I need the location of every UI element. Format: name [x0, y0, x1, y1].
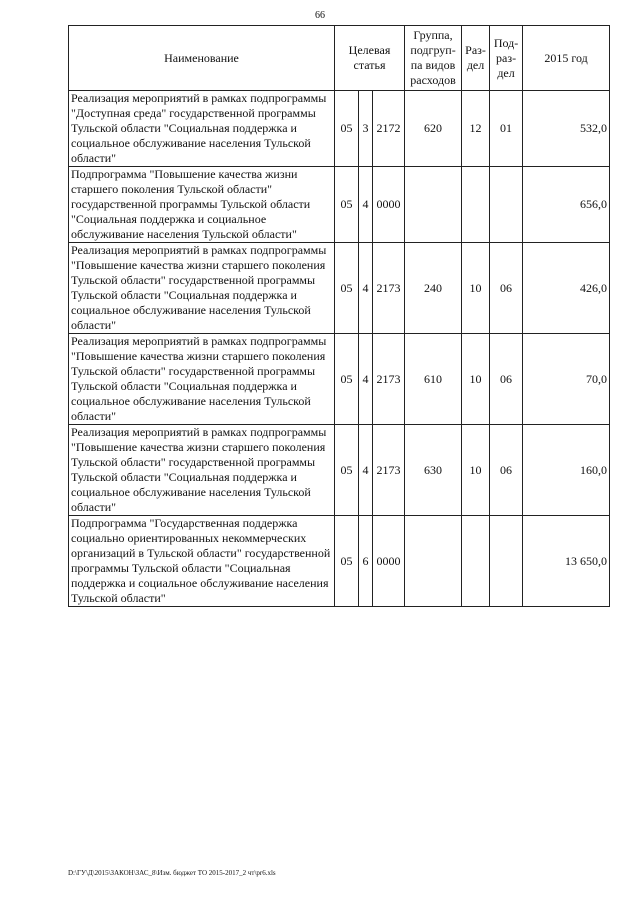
cell-target-article-subprogram: 4 — [359, 425, 373, 516]
header-expense-group: Группа, подгруп-па видов расходов — [405, 26, 462, 91]
cell-name: Реализация мероприятий в рамках подпрограммы "Повышение качества жизни старшего поколения Тульской области" государственной программы Тульской области "Социальная поддержка и социальное обслуживание населения Тульской области" — [69, 334, 335, 425]
cell-target-article-program: 05 — [335, 334, 359, 425]
cell-target-article-subprogram: 3 — [359, 91, 373, 167]
table-row — [69, 91, 610, 167]
cell-name: Реализация мероприятий в рамках подпрограммы "Повышение качества жизни старшего поколения Тульской области" государственной программы Тульской области "Социальная поддержка и социальное обслуживание населения Тульской области" — [69, 425, 335, 516]
header-name: Наименование — [69, 26, 335, 91]
cell-name: Подпрограмма "Государственная поддержка социально ориентированных некоммерческих организаций в Тульской области" государственной программы Тульской области "Социальная поддержка и социальное обслуживание населения Тульской области" — [69, 516, 335, 607]
cell-target-article-program: 05 — [335, 167, 359, 243]
cell-target-article-direction: 0000 — [373, 516, 405, 607]
header-target-article: Целевая статья — [335, 26, 405, 91]
table-row — [69, 243, 610, 334]
header-section: Раз-дел — [462, 26, 490, 91]
cell-expense-group: 620 — [405, 91, 462, 167]
cell-subsection — [490, 516, 523, 607]
cell-amount: 426,0 — [523, 243, 610, 334]
cell-target-article-program: 05 — [335, 91, 359, 167]
page-number: 66 — [315, 10, 325, 21]
cell-target-article-subprogram: 4 — [359, 334, 373, 425]
cell-expense-group — [405, 516, 462, 607]
cell-section: 10 — [462, 243, 490, 334]
cell-amount: 532,0 — [523, 91, 610, 167]
header-subsection: Под-раз-дел — [490, 26, 523, 91]
cell-amount: 656,0 — [523, 167, 610, 243]
cell-amount: 70,0 — [523, 334, 610, 425]
cell-name: Реализация мероприятий в рамках подпрограммы "Повышение качества жизни старшего поколения Тульской области" государственной программы Тульской области "Социальная поддержка и социальное обслуживание населения Тульской области" — [69, 243, 335, 334]
cell-subsection — [490, 167, 523, 243]
cell-target-article-program: 05 — [335, 425, 359, 516]
cell-amount: 13 650,0 — [523, 516, 610, 607]
footer-file-path: D:\ГУ\Д\2015\ЗАКОН\ЗАС_8\Изм. бюджет ТО 2015-2017_2 чт\pr6.xls — [68, 869, 276, 877]
cell-section: 10 — [462, 334, 490, 425]
cell-expense-group — [405, 167, 462, 243]
cell-target-article-program: 05 — [335, 243, 359, 334]
cell-target-article-direction: 2173 — [373, 334, 405, 425]
cell-target-article-direction: 2173 — [373, 425, 405, 516]
cell-target-article-direction: 0000 — [373, 167, 405, 243]
cell-section: 10 — [462, 425, 490, 516]
cell-name: Подпрограмма "Повышение качества жизни старшего поколения Тульской области" государственной программы Тульской области "Социальная поддержка и социальное обслуживание населения Тульской области" — [69, 167, 335, 243]
cell-section: 12 — [462, 91, 490, 167]
cell-subsection: 06 — [490, 334, 523, 425]
table-row — [69, 167, 610, 243]
cell-target-article-subprogram: 6 — [359, 516, 373, 607]
cell-target-article-program: 05 — [335, 516, 359, 607]
cell-name: Реализация мероприятий в рамках подпрограммы "Доступная среда" государственной программы Тульской области "Социальная поддержка и социальное обслуживание населения Тульской области" — [69, 91, 335, 167]
header-year: 2015 год — [523, 26, 610, 91]
cell-subsection: 06 — [490, 425, 523, 516]
table-header-row — [69, 26, 610, 91]
cell-subsection: 06 — [490, 243, 523, 334]
table-row — [69, 516, 610, 607]
cell-expense-group: 610 — [405, 334, 462, 425]
cell-target-article-subprogram: 4 — [359, 167, 373, 243]
table-row — [69, 425, 610, 516]
cell-section — [462, 167, 490, 243]
cell-target-article-subprogram: 4 — [359, 243, 373, 334]
table-row — [69, 334, 610, 425]
cell-subsection: 01 — [490, 91, 523, 167]
cell-target-article-direction: 2172 — [373, 91, 405, 167]
cell-section — [462, 516, 490, 607]
cell-target-article-direction: 2173 — [373, 243, 405, 334]
cell-expense-group: 240 — [405, 243, 462, 334]
cell-amount: 160,0 — [523, 425, 610, 516]
cell-expense-group: 630 — [405, 425, 462, 516]
budget-table — [68, 25, 610, 607]
